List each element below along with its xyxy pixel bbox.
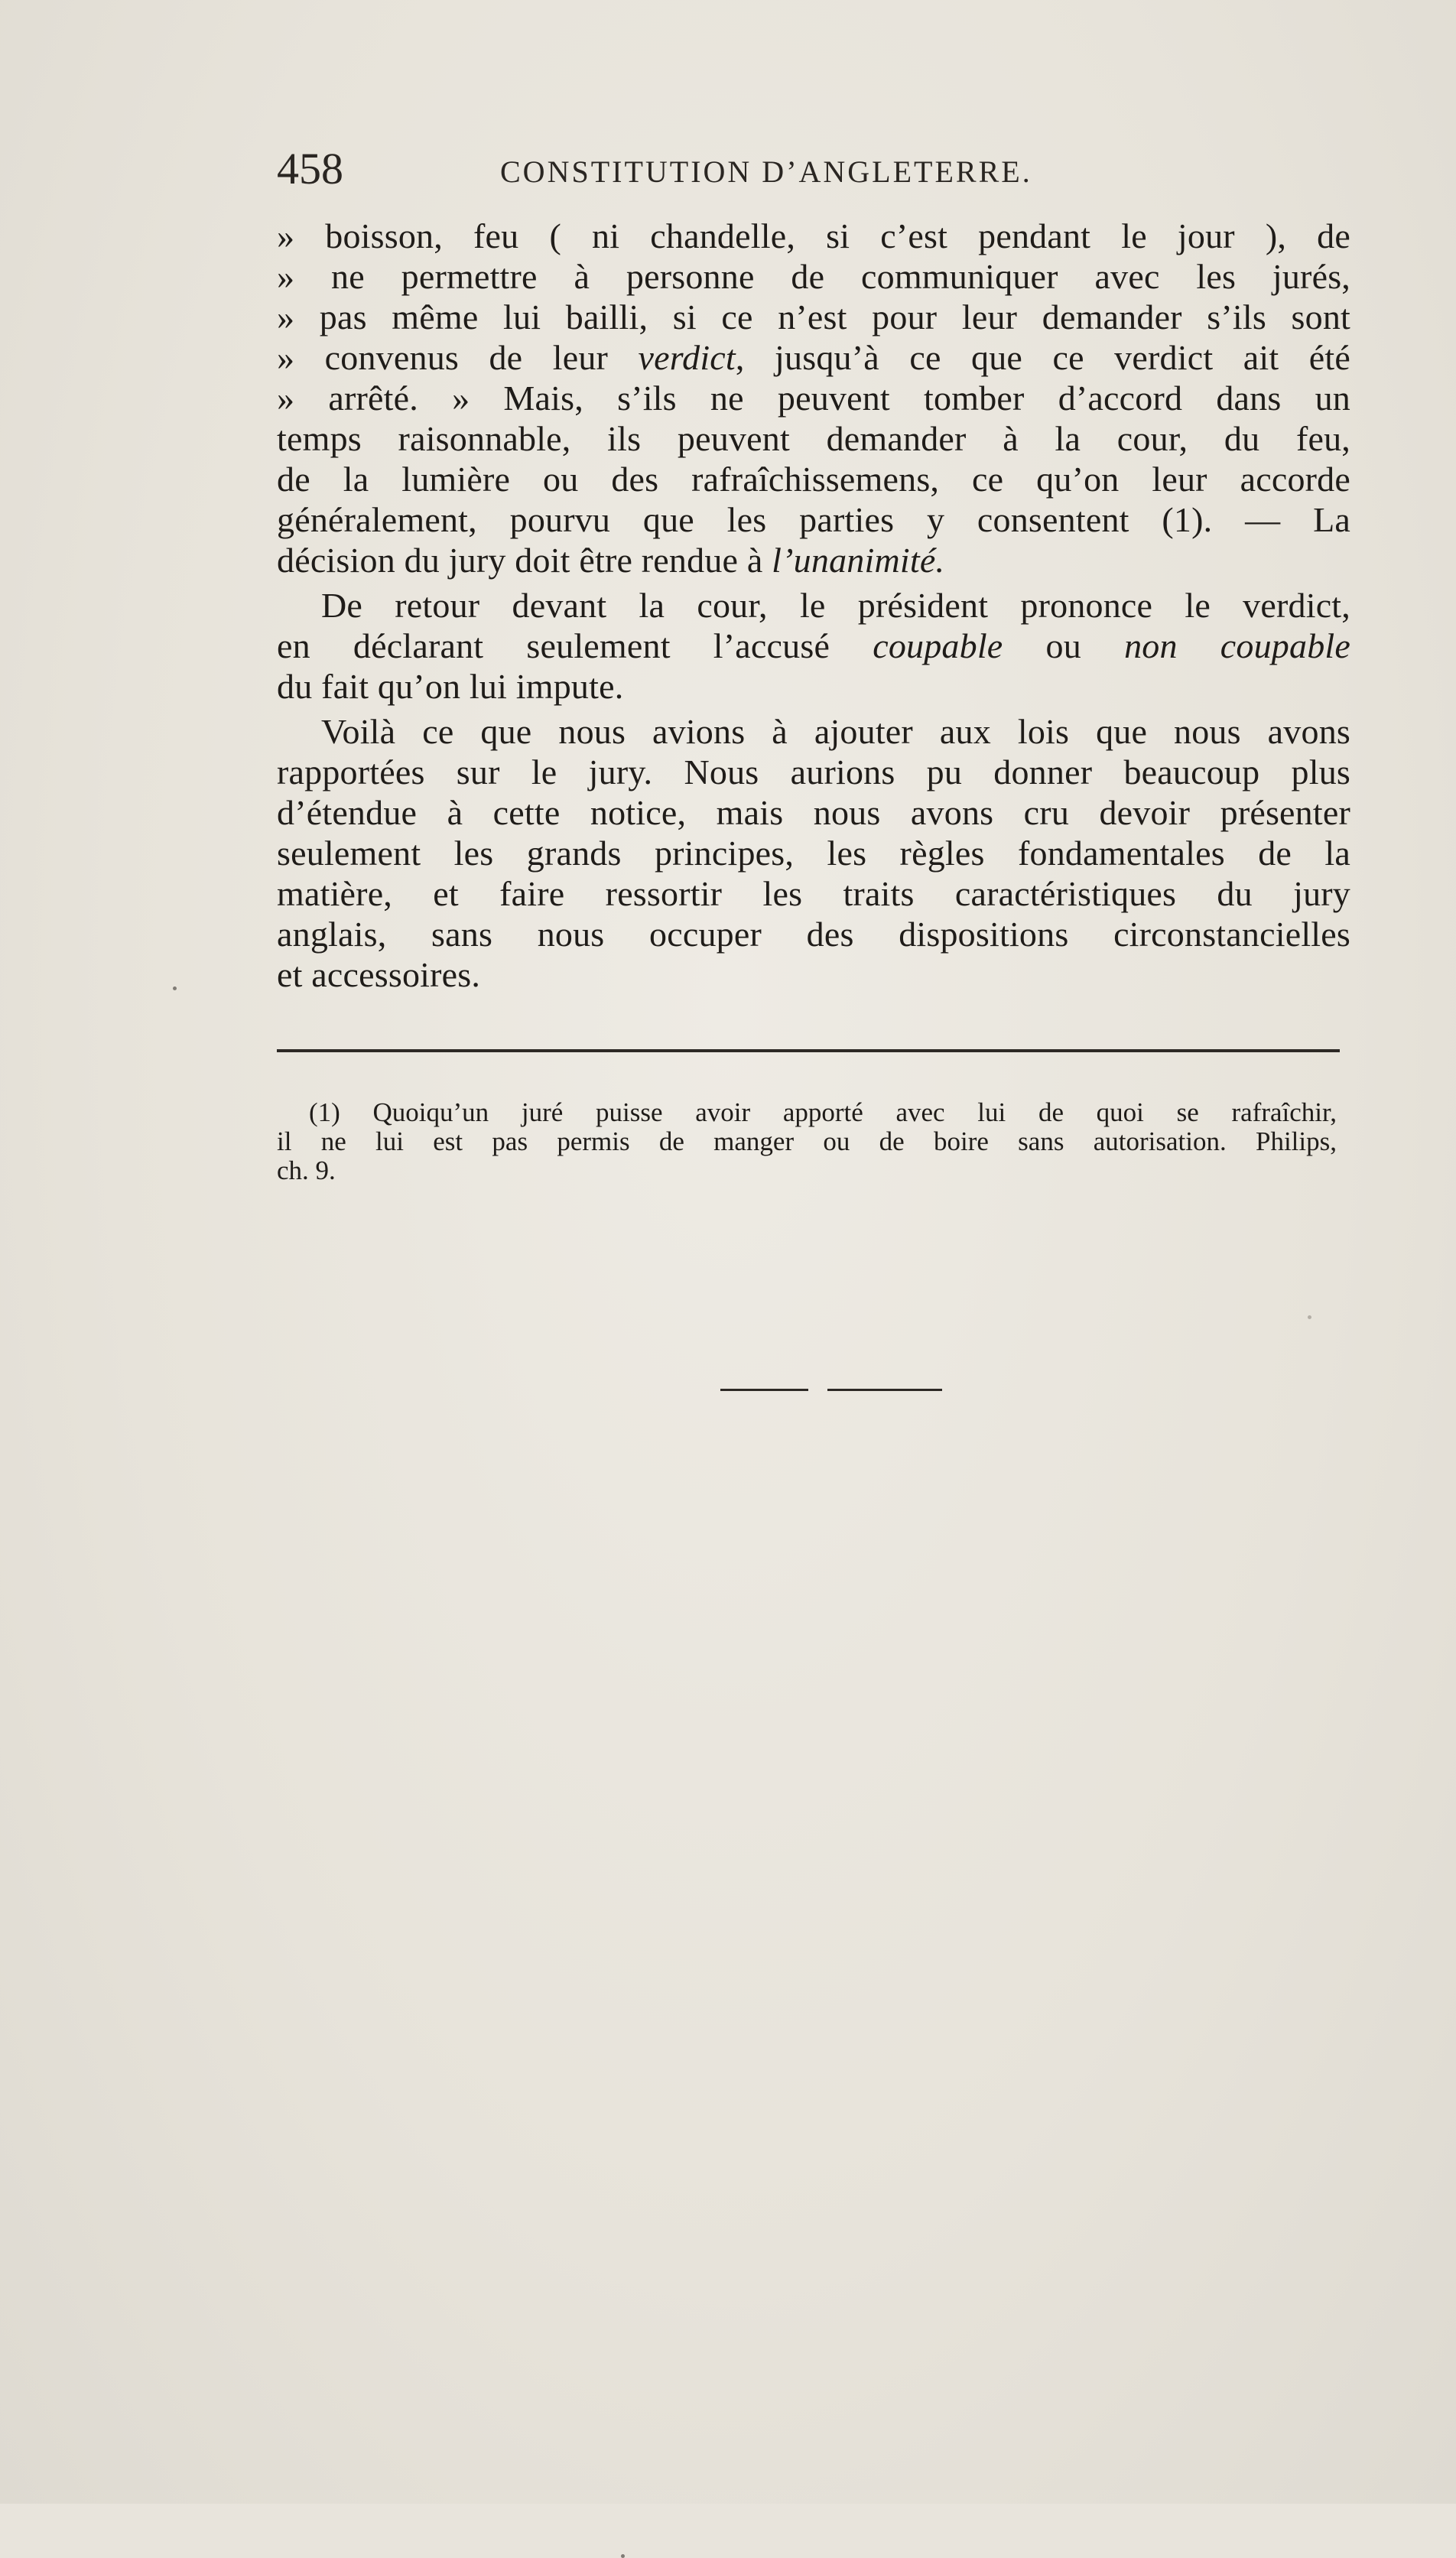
paper-speck [173, 986, 177, 990]
ornament-segment [827, 1389, 942, 1391]
italic-term: l’unanimité. [772, 541, 945, 580]
footnote-line: (1) Quoiqu’un juré puisse avoir apporté avec lui de quoi se rafraîchir, [309, 1097, 1337, 1127]
footnote-separator-rule [277, 1049, 1340, 1052]
text-line: de la lumière ou des rafraîchissemens, ce qu’on leur accorde [277, 460, 1350, 499]
text-line: généralement, pourvu que les parties y consentent (1). — La [277, 500, 1350, 539]
text-line: Voilà ce que nous avions à ajouter aux lois que nous avons [321, 712, 1350, 751]
italic-term: coupable [873, 626, 1003, 665]
italic-term: verdict [638, 338, 736, 377]
text-line: » arrêté. » Mais, s’ils ne peuvent tomber d’accord dans un [277, 379, 1350, 418]
page-header [277, 142, 1347, 196]
text-line: en déclarant seulement l’accusé coupable ou non coupable [277, 626, 1350, 665]
footnote [277, 1098, 1337, 1185]
body-text [277, 216, 1350, 995]
end-ornament-rule [720, 1389, 942, 1392]
text-line: » pas même lui bailli, si ce n’est pour leur demander s’ils sont [277, 297, 1350, 336]
text-line: et accessoires. [277, 955, 481, 994]
text-line: De retour devant la cour, le président prononce le verdict, [321, 586, 1350, 625]
text-line: matière, et faire ressortir les traits caractéristiques du jury [277, 874, 1350, 913]
ornament-segment [720, 1389, 808, 1391]
paper-speck [621, 2554, 625, 2558]
text-line: temps raisonnable, ils peuvent demander à la cour, du feu, [277, 419, 1350, 458]
running-head: CONSTITUTION D’ANGLETERRE. [500, 154, 1032, 189]
text-line: du fait qu’on lui impute. [277, 667, 624, 706]
text-line: seulement les grands principes, les règles fondamentales de la [277, 834, 1350, 873]
italic-term: non coupable [1124, 626, 1350, 665]
text-line: » boisson, feu ( ni chandelle, si c’est pendant le jour ), de [277, 216, 1350, 255]
footnote-line: il ne lui est pas permis de manger ou de boire sans autorisation. Philips, [277, 1126, 1337, 1156]
text-line: » convenus de leur verdict, jusqu’à ce que ce verdict ait été [277, 338, 1351, 377]
text-line: décision du jury doit être rendue à l’unanimité. [277, 541, 945, 580]
text-line: d’étendue à cette notice, mais nous avons cru devoir présenter [277, 793, 1350, 832]
paper-speck [1308, 1315, 1311, 1319]
text-line: anglais, sans nous occuper des dispositions circonstancielles [277, 915, 1350, 954]
page-number: 458 [277, 144, 343, 193]
footnote-line: ch. 9. [277, 1155, 336, 1185]
text-line: » ne permettre à personne de communiquer avec les jurés, [277, 257, 1350, 296]
text-line: rapportées sur le jury. Nous aurions pu donner beaucoup plus [277, 752, 1350, 791]
